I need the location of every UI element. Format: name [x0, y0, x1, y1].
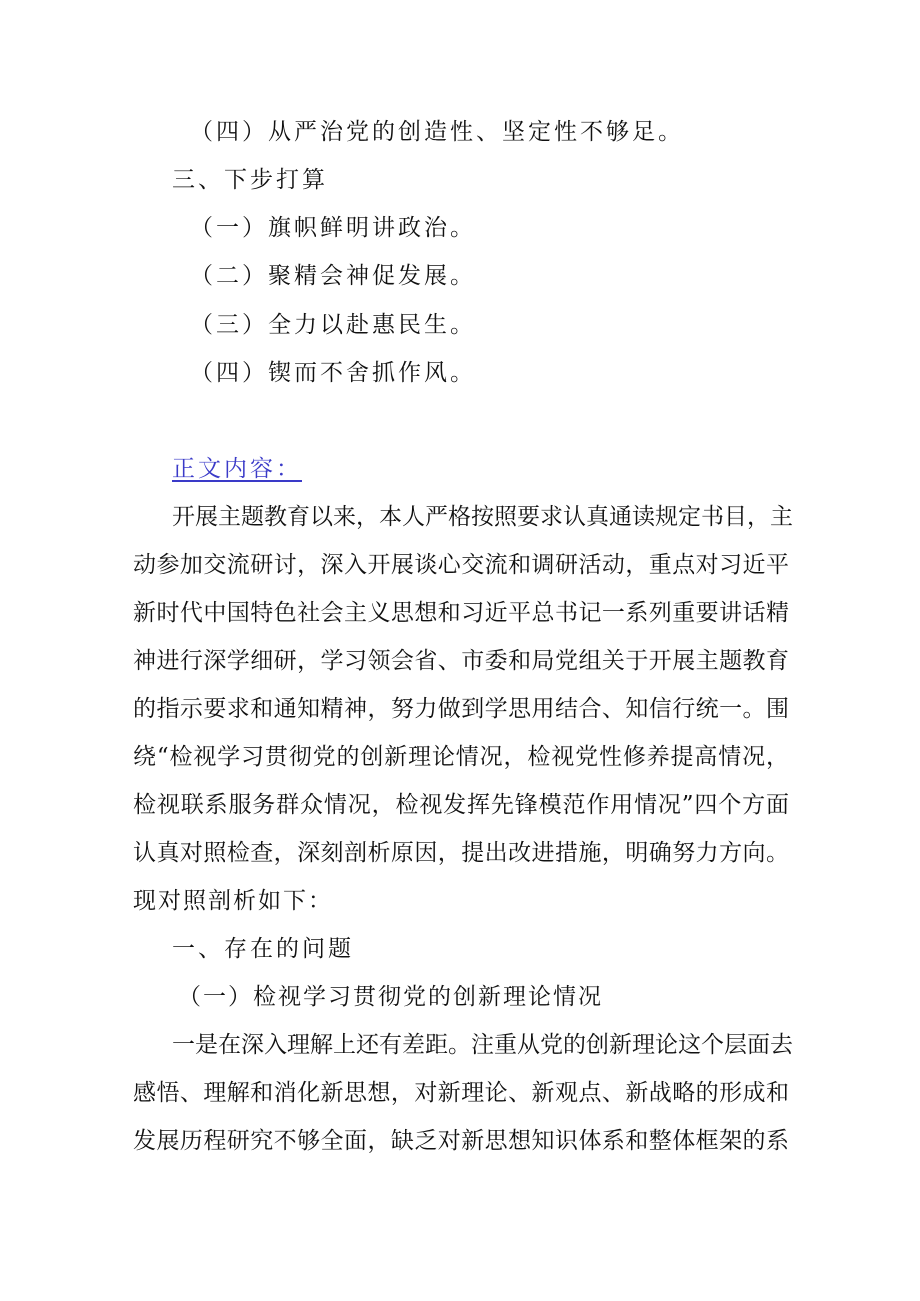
plan-item-4: （四）锲而不舍抓作风。	[190, 360, 476, 386]
section-1-sub-heading: （一）检视学习贯彻党的创新理论情况	[178, 984, 603, 1010]
intro-line-9: 现对照剖析如下：	[133, 888, 333, 914]
plan-item-2: （二）聚精会神促发展。	[190, 263, 476, 289]
section-1-heading: 一、存在的问题	[172, 936, 354, 962]
intro-line-5: 的指示要求和通知精神，努力做到学思用结合、知信行统一。围	[133, 696, 789, 722]
section-1-para-line-1: 一是在深入理解上还有差距。注重从党的创新理论这个层面去	[172, 1032, 793, 1058]
section-1-para-line-2: 感悟、理解和消化新思想，对新理论、新观点、新战略的形成和	[133, 1080, 789, 1106]
list-item-top-4: （四）从严治党的创造性、坚定性不够足。	[190, 119, 684, 145]
intro-line-2: 动参加交流研讨，深入开展谈心交流和调研活动，重点对习近平	[133, 552, 789, 578]
section-1-para-line-3: 发展历程研究不够全面，缺乏对新思想知识体系和整体框架的系	[133, 1128, 789, 1154]
intro-line-1: 开展主题教育以来，本人严格按照要求认真通读规定书目，主	[172, 504, 793, 530]
plan-item-3: （三）全力以赴惠民生。	[190, 312, 476, 338]
intro-line-7: 检视联系服务群众情况，检视发挥先锋模范作用情况”四个方面	[133, 792, 789, 818]
plan-item-1: （一）旗帜鲜明讲政治。	[190, 215, 476, 241]
intro-line-6: 绕“检视学习贯彻党的创新理论情况，检视党性修养提高情况，	[133, 744, 789, 770]
body-content-link[interactable]: 正文内容：	[172, 456, 302, 482]
section-3-heading: 三、下步打算	[172, 167, 328, 193]
intro-line-8: 认真对照检查，深刻剖析原因，提出改进措施，明确努力方向。	[133, 840, 789, 866]
intro-line-4: 神进行深学细研，学习领会省、市委和局党组关于开展主题教育	[133, 648, 789, 674]
intro-line-3: 新时代中国特色社会主义思想和习近平总书记一系列重要讲话精	[133, 600, 789, 626]
